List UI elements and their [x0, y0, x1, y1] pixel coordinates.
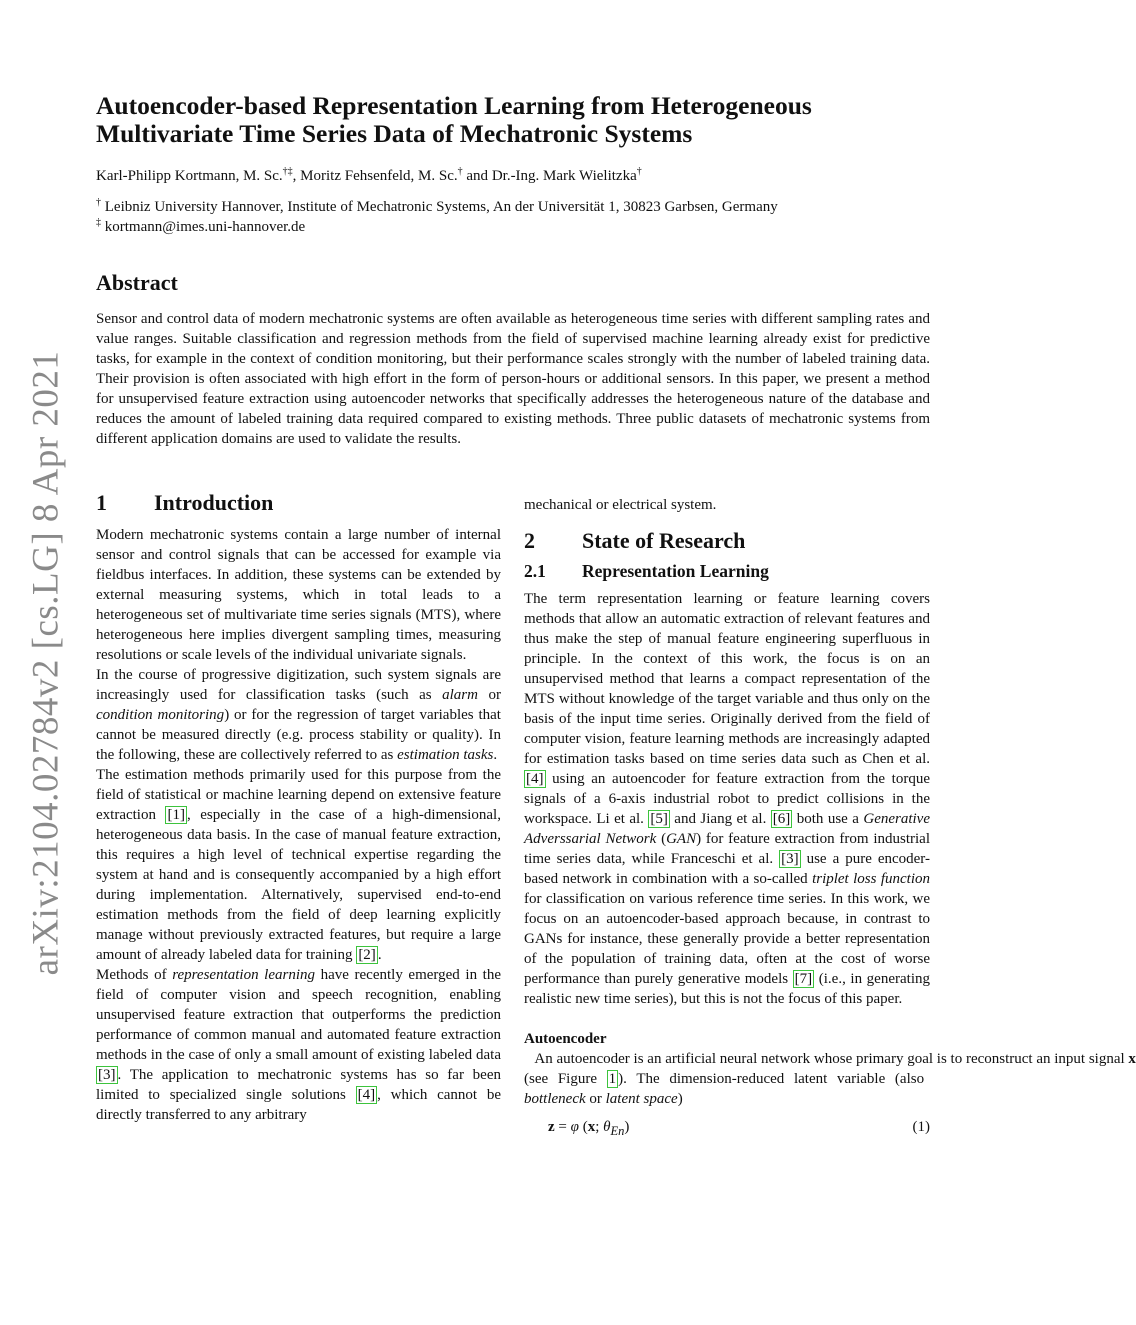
- subsection-heading-representation-learning: 2.1 Representation Learning: [524, 561, 769, 581]
- author-2: Moritz Fehsenfeld, M. Sc.: [300, 168, 458, 184]
- citation-link[interactable]: [5]: [650, 811, 668, 827]
- author-1: Karl-Philipp Kortmann, M. Sc.: [96, 168, 283, 184]
- arxiv-stamp: arXiv:2104.02784v2 [cs.LG] 8 Apr 2021: [25, 350, 67, 976]
- equation-body: z = φ (x; $\theta_{En}$): [548, 1119, 630, 1138]
- author-list: Karl-Philipp Kortmann, M. Sc.†‡, Moritz Fehsenfeld, M. Sc.† and Dr.-Ing. Mark Wielitzka†: [96, 166, 642, 184]
- citation-link[interactable]: [3]: [98, 1067, 116, 1083]
- paragraph: Modern mechatronic systems contain a large number of internal sensor and control signals that can be accessed for example via fieldbus interfaces. In addition, these systems can be extended by external measuring systems, which in total leads to a heterogeneous set of multivariate time series signals (MTS), where heterogeneous here implies divergent sampling times, measuring resolutions or scale levels of the individual univariate signals.: [96, 527, 501, 663]
- section-heading-state-of-research: 2 State of Research: [524, 528, 746, 553]
- affiliation-1: † Leibniz University Hannover, Institute of Mechatronic Systems, An der Universität 1, 30823 Garbsen, Germany: [96, 197, 778, 215]
- figure-link[interactable]: 1: [608, 1071, 617, 1087]
- citation-link[interactable]: [4]: [526, 771, 544, 787]
- citation-link[interactable]: [3]: [781, 851, 799, 867]
- section-heading-introduction: 1 Introduction: [96, 490, 274, 515]
- citation-link[interactable]: [7]: [794, 971, 813, 987]
- left-column: [96, 490, 501, 1125]
- paragraph: The term representation learning or feature learning covers methods that allow an automatic extraction of relevant features and thus make the step of manual feature engineering superfluous in principle. In the context of this work, the focus is on an unsupervised method that learns a compact representation of the MTS without knowledge of the target variable and thus only on the basis of the input time series. Originally derived from the field of computer vision, feature learning methods are increasingly adapted for estimation tasks based on time series data such as Chen et al. [4] using an autoencoder for feature extraction from the torque signals of a 6-axis industrial robot to predict collisions in the workspace. Li et al. [5] and Jiang et al. [6] both use a Generative Adverssarial Network (GAN) for feature extraction from industrial time series data, while Franceschi et al. [3] use a pure encoder-based network in combination with a so-called triplet loss function for classification on various reference time series. In this work, we focus on an autoencoder-based approach because, in contrast to GANs for instance, these generally provide a better representation of the population of training data, often at the cost of worse performance than purely generative models [7] (i.e., in generating realistic new time series), but this is not the focus of this paper.: [524, 591, 930, 1007]
- paragraph: Methods of representation learning have recently emerged in the field of computer vision and speech recognition, enabling unsupervised feature extraction that outperforms the prediction performance of common manual and automated feature extraction methods in the case of only a small amount of existing labeled data [3] . The application to mechatronic systems has so far been limited to specialized single solutions [4] , which cannot be directly transferred to any arbitrary: [96, 967, 501, 1123]
- abstract-heading: Abstract: [96, 270, 178, 295]
- paragraph: In the course of progressive digitization, such system signals are increasingly used for classification tasks (such as alarm or condition monitoring) or for the regression of target variables that cannot be measured directly (e.g. process stability or quality). In the following, these are collectively referred to as estimation tasks.: [96, 667, 501, 763]
- paragraph-autoencoder: Autoencoder An autoencoder is an artificial neural network whose primary goal is to reconstruct an input signal x (see Figure 1 ). The dimension-reduced latent variable (also bottleneck or latent space): [524, 1031, 1136, 1107]
- paragraph-continued: mechanical or electrical system.: [524, 497, 717, 513]
- paragraph: The estimation methods primarily used for this purpose from the field of statistical or machine learning depend on extensive feature extraction [1] , especially in the case of a high-dimensional, heterogeneous data basis. In the case of manual feature extraction, this requires a high level of technical expertise regarding the system at hand and is consequently accompanied by a high effort during implementation. Alternatively, supervised end-to-end estimation methods from the field of deep learning explicitly manage without previously extracted features, but require a large amount of already labeled data for training [2] .: [96, 767, 501, 963]
- right-column: [524, 495, 1136, 1141]
- author-3: Dr.-Ing. Mark Wielitzka: [491, 168, 637, 184]
- citation-link[interactable]: [4]: [357, 1087, 376, 1103]
- abstract-text: Sensor and control data of modern mechatronic systems are often available as heterogeneous time series with different sampling rates and value ranges. Suitable classification and regression methods from the field of supervised machine learning already exist for predictive tasks, for example in the context of condition monitoring, but their performance scales strongly with the number of labeled training data. Their provision is often associated with high effort in the form of person-hours or additional sensors. In this paper, we present a method for unsupervised feature extraction using autoencoder networks that specifically addresses the heterogeneous nature of the database and reduces the amount of labeled training data required compared to existing methods. Three public datasets of mechatronic systems from different application domains are used to validate the results.: [96, 311, 930, 447]
- equation-number: (1): [912, 1119, 930, 1135]
- paper-title: Autoencoder-based Representation Learning from Heterogeneous Multivariate Time Series Data of Mechatronic Systems: [96, 91, 812, 148]
- affiliation-email: ‡ kortmann@imes.uni-hannover.de: [96, 217, 306, 235]
- citation-link[interactable]: [2]: [358, 947, 376, 963]
- citation-link[interactable]: [6]: [772, 811, 791, 827]
- citation-link[interactable]: [1]: [167, 807, 185, 823]
- equation-1: [524, 1117, 930, 1141]
